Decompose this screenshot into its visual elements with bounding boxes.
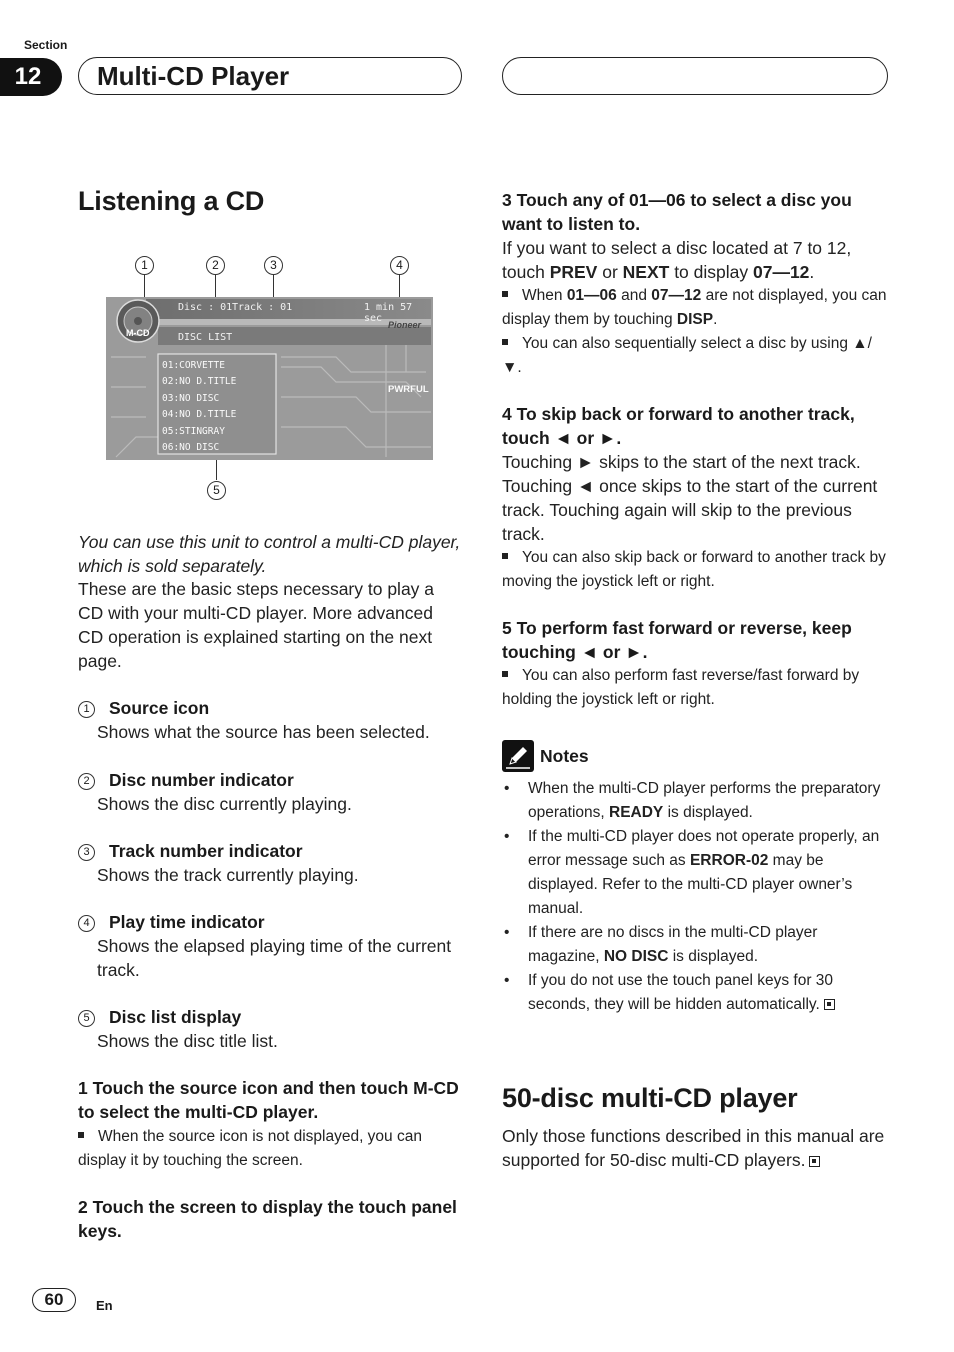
section-label: Section	[24, 38, 68, 52]
note-item	[502, 969, 890, 1017]
item-title: Track number indicator	[109, 841, 303, 861]
legend-item-2	[78, 768, 462, 816]
disc-range-label: 07—12	[651, 287, 702, 304]
disc-range-label: 01—06	[566, 287, 617, 304]
disp-key-label: DISP	[676, 311, 714, 328]
step-1-title: 1 Touch the source icon and then touch M-CD to select the multi-CD player.	[78, 1078, 459, 1122]
header-blank-box	[502, 57, 888, 95]
step-4-title: 4 To skip back or forward to another track, touch ◄ or ►.	[502, 404, 855, 448]
next-key-label: NEXT	[622, 262, 670, 282]
step-2-title: 2 Touch the screen to display the touch panel keys.	[78, 1197, 457, 1241]
item-number: 1	[78, 701, 95, 718]
text: You can also perform fast reverse/fast forward by holding the joystick left or right.	[502, 667, 860, 708]
bullet-square	[502, 291, 508, 297]
note-item	[502, 825, 890, 921]
notes-list	[502, 777, 890, 1017]
item-title: Disc list display	[109, 1007, 242, 1027]
disc-range-label: 07—12	[752, 262, 810, 282]
notes-header	[502, 740, 888, 772]
step-5-note	[502, 664, 888, 712]
text: is displayed.	[668, 948, 759, 965]
legend-item-3	[78, 839, 462, 887]
text: are not displayed, you can display them by touching	[502, 287, 887, 328]
step-4-note	[502, 546, 888, 594]
disc-list-item: 04:NO D.TITLE	[162, 409, 237, 421]
step-3-title: 3 Touch any of 01—06 to select a disc you want to listen to.	[502, 190, 852, 234]
page-heading: Listening a CD	[78, 186, 265, 216]
error-text: ERROR-02	[689, 852, 769, 869]
item-desc: Shows the disc currently playing.	[97, 794, 352, 814]
bullet-square	[502, 553, 508, 559]
text: and	[616, 287, 652, 304]
disc-list-title: DISC LIST	[178, 332, 233, 343]
bullet-square	[502, 671, 508, 677]
legend-item-5	[78, 1005, 462, 1053]
legend-item-4	[78, 910, 462, 982]
brand-logo: Pioneer	[388, 320, 422, 330]
disc-list	[162, 358, 274, 456]
text: If you want to select a disc located at 7 to 12, touch	[502, 238, 852, 282]
text: When the multi-CD player performs the preparatory operations,	[528, 780, 881, 821]
bullet-square	[78, 1132, 84, 1138]
play-time-display: 1 min 57 sec	[364, 302, 413, 324]
end-mark-icon	[824, 999, 835, 1010]
text: If you do not use the touch panel keys for 30 seconds, they will be hidden automatically.	[528, 972, 834, 1013]
item-desc: Shows what the source has been selected.	[97, 722, 430, 742]
item-desc: Shows the disc title list.	[97, 1031, 278, 1051]
notes-heading: Notes	[540, 745, 589, 766]
item-desc: Shows the track currently playing.	[97, 865, 359, 885]
status-text: NO DISC	[603, 948, 669, 965]
item-title: Source icon	[109, 698, 210, 718]
disc-list-item: 01:CORVETTE	[162, 360, 225, 371]
text: You can also skip back or forward to another track by moving the joystick left or right.	[502, 549, 886, 590]
text: is displayed.	[663, 804, 753, 821]
text: If the multi-CD player does not operate properly, an error message such as	[528, 828, 880, 869]
step-3-note-2	[502, 332, 888, 380]
page-number: 60	[32, 1288, 76, 1312]
item-title: Play time indicator	[109, 912, 265, 932]
step-5-title: 5 To perform fast forward or reverse, keep touching ◄ or ►.	[502, 618, 852, 662]
text: You can also sequentially select a disc by using ▲/▼.	[502, 335, 872, 376]
text: to display	[669, 262, 753, 282]
item-number: 4	[78, 915, 95, 932]
step-3-body: If you want to select a disc located at 7 to 12, touch PREV or NEXT to display 07—12.	[502, 238, 852, 282]
note-item	[502, 777, 890, 825]
chapter-title	[78, 57, 462, 95]
item-number: 5	[78, 1010, 95, 1027]
text: When	[522, 287, 567, 304]
pencil-icon	[502, 740, 534, 772]
text: or	[597, 262, 623, 282]
step-1-note-text: When the source icon is not displayed, you can display it by touching the screen.	[78, 1128, 422, 1169]
step-4-body: Touching ► skips to the start of the next track. Touching ◄ once skips to the start of the current track. Touching again will skip to the previous track.	[502, 452, 878, 544]
section-heading-50-disc: 50-disc multi-CD player	[502, 1083, 798, 1113]
end-mark-icon	[809, 1156, 820, 1167]
step-3-note-1: When 01—06 and 07—12 are not displayed, you can display them by touching DISP.	[502, 287, 887, 328]
section-number-badge: 12	[0, 58, 62, 96]
bullet-square	[502, 339, 508, 345]
sound-mode-indicator: PWRFUL	[388, 384, 429, 395]
callout-5: 5	[207, 481, 226, 500]
callout-2: 2	[206, 256, 225, 275]
chapter-title-text: Multi-CD Player	[97, 60, 290, 91]
text: Only those functions described in this manual are supported for 50-disc multi-CD players.	[502, 1126, 885, 1170]
note-item	[502, 921, 890, 969]
disc-number-display: Disc : 01	[178, 302, 233, 313]
50-disc-body	[502, 1124, 888, 1172]
disc-list-item: 06:NO DISC	[162, 442, 220, 454]
step-1-note	[78, 1125, 462, 1173]
disc-list-item: 05:STINGRAY	[162, 425, 225, 437]
legend-item-1	[78, 696, 462, 744]
disc-list-item: 02:NO D.TITLE	[162, 376, 237, 388]
intro-italic: You can use this unit to control a multi-CD player, which is sold separately.	[78, 532, 461, 576]
item-desc: Shows the elapsed playing time of the current track.	[97, 936, 452, 980]
source-icon-label: M-CD	[126, 328, 150, 338]
callout-1: 1	[135, 256, 154, 275]
callout-4: 4	[390, 256, 409, 275]
status-text: READY	[609, 804, 664, 821]
disc-list-item: 03:NO DISC	[162, 392, 220, 404]
prev-key-label: PREV	[549, 262, 598, 282]
text: If there are no discs in the multi-CD player magazine,	[528, 924, 818, 965]
item-title: Disc number indicator	[109, 770, 294, 790]
text: may be displayed. Refer to the multi-CD player owner’s manual.	[528, 852, 853, 917]
track-number-display: Track : 01	[232, 302, 293, 313]
language-code: En	[96, 1298, 113, 1313]
item-number: 2	[78, 773, 95, 790]
callout-3: 3	[264, 256, 283, 275]
intro-body: These are the basic steps necessary to play a CD with your multi-CD player. More advanced CD operation is explained starting on the next page.	[78, 579, 435, 671]
display-screenshot	[106, 297, 433, 460]
item-number: 3	[78, 844, 95, 861]
